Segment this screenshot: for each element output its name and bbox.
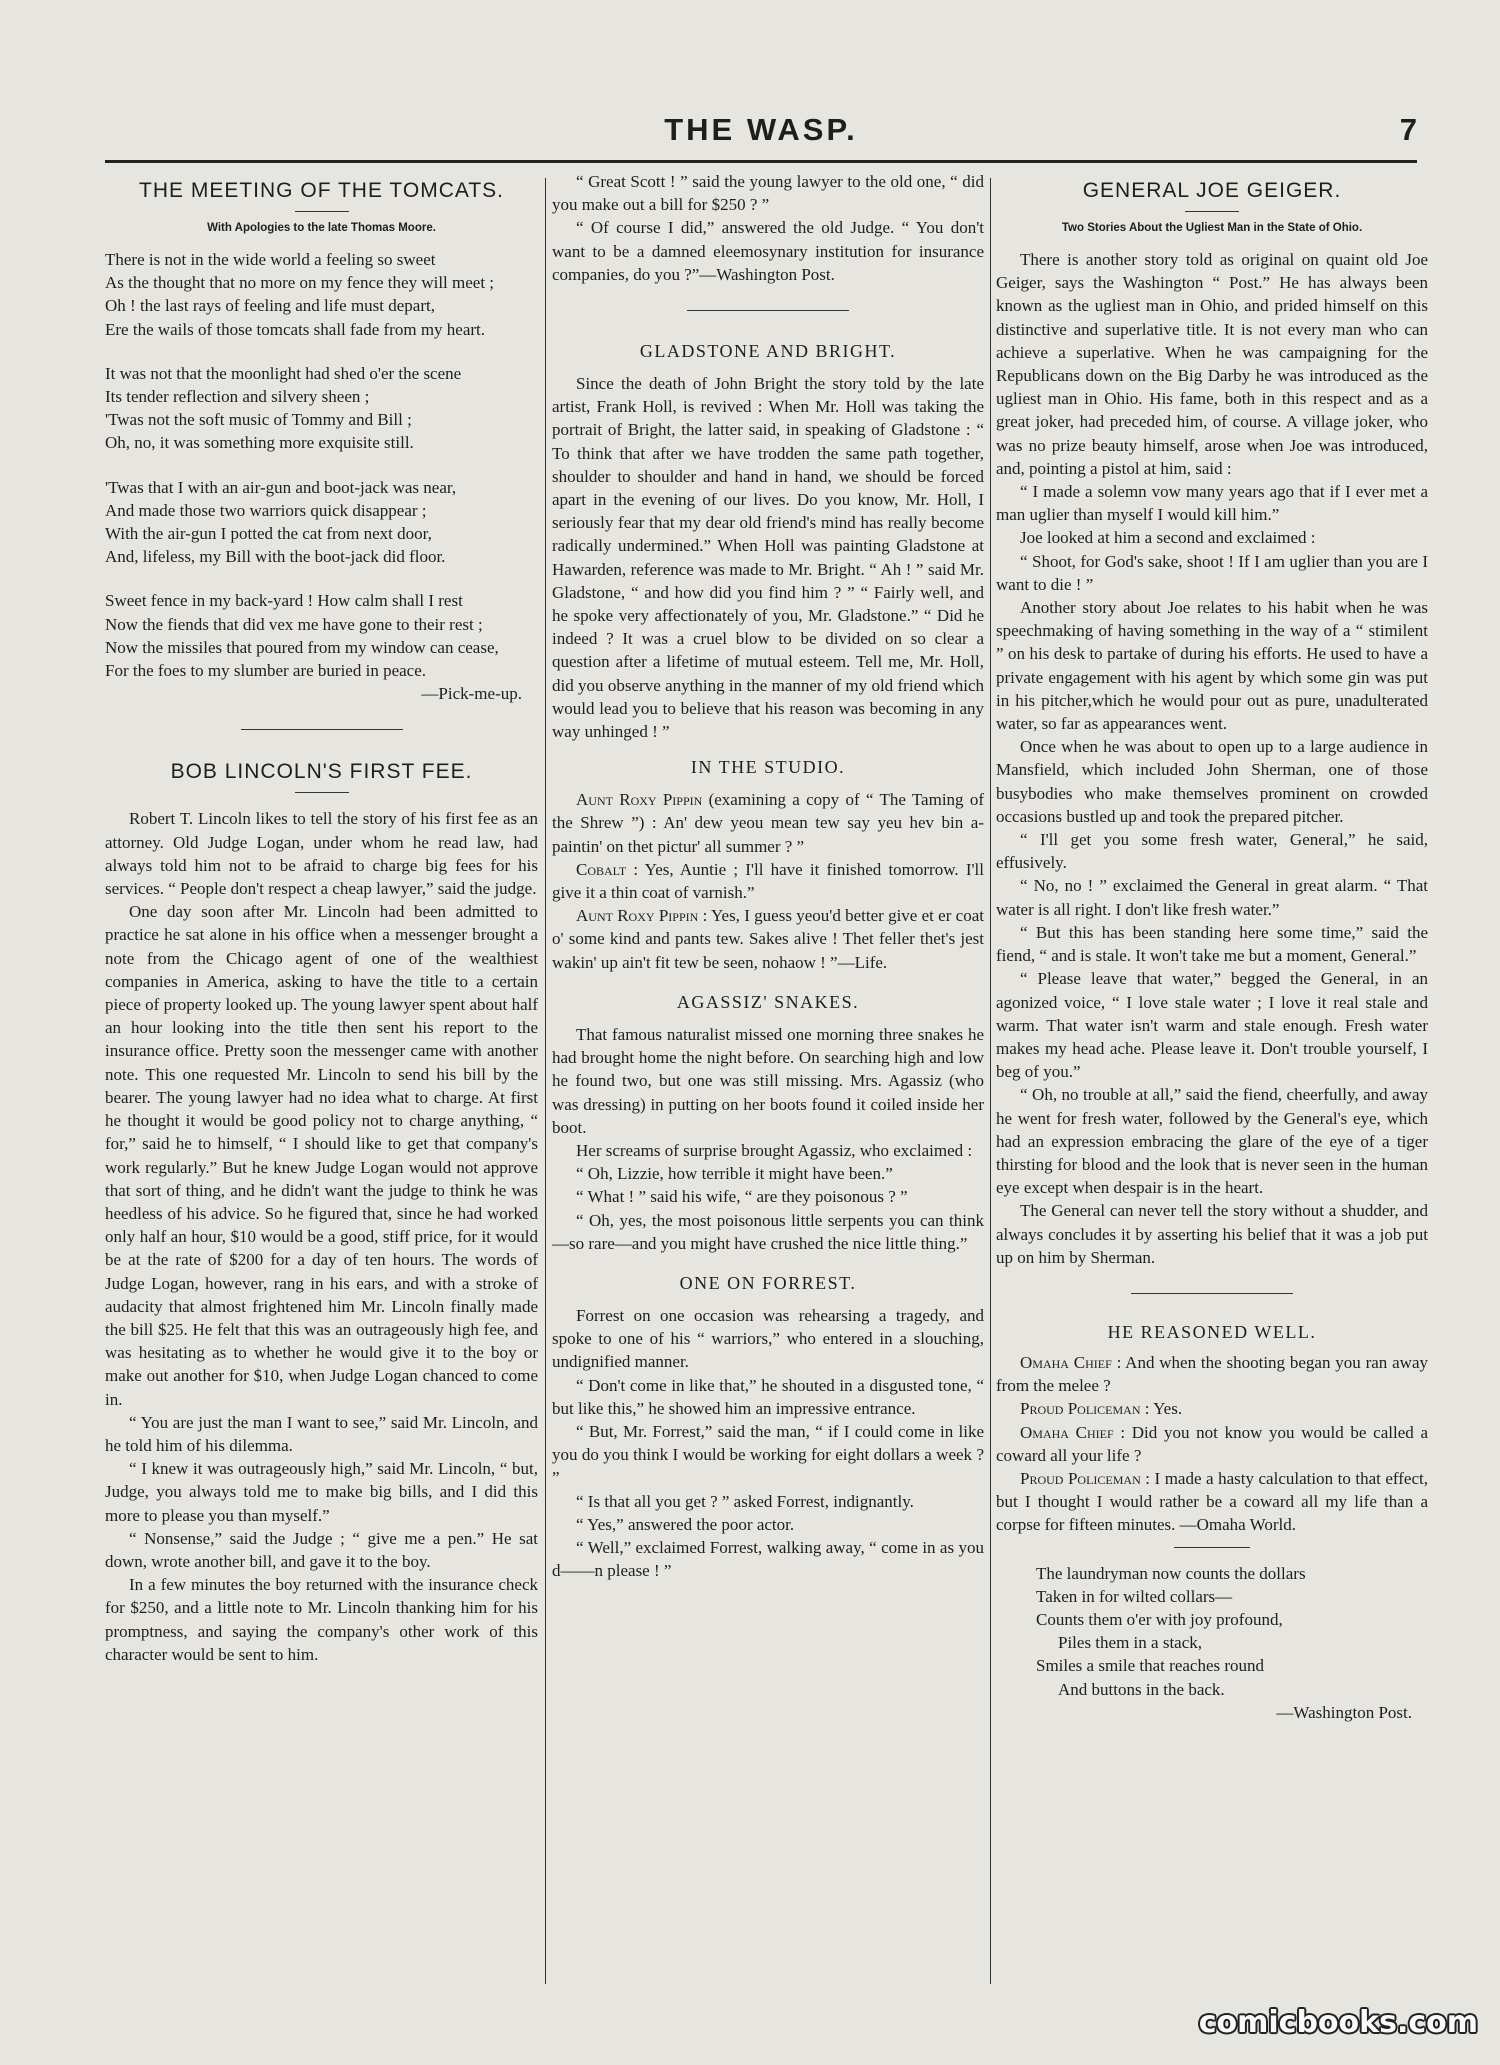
paragraph: Joe looked at him a second and exclaimed : <box>1020 528 1316 548</box>
poem-line: Its tender reflection and silvery sheen ; <box>105 387 370 407</box>
column-middle <box>552 170 984 1582</box>
article-title-forrest: ONE ON FORREST. <box>679 1272 857 1293</box>
paragraph: Her screams of surprise brought Agassiz, who exclaimed : <box>576 1140 973 1160</box>
dialogue-line: Aunt Roxy Pippin : Yes, I guess yeou'd better give et er coat o' some kind and pants tew. Sakes alive ! Thet feller thet's jest wakin' up ain't fit tew be seen, nohaow ! ”—Life. <box>552 906 984 972</box>
poem-laundryman <box>996 1562 1428 1701</box>
paragraph: “ But, Mr. Forrest,” said the man, “ if I could come in like you do you think I would be working for eight dollars a week ? ” <box>552 1421 984 1488</box>
speaker: Omaha Chief <box>1020 1352 1112 1372</box>
poem-line: Ere the wails of those tomcats shall fade from my heart. <box>105 319 486 339</box>
poem-line: Oh, no, it was something more exquisite still. <box>105 433 414 453</box>
article-subtitle-tomcats: With Apologies to the late Thomas Moore. <box>207 222 436 234</box>
page-number: 7 <box>1399 112 1417 147</box>
paragraph: The General can never tell the story without a shudder, and always concludes it by asserting his belief that it was a job put up on him by Sherman. <box>996 1201 1428 1267</box>
speaker: Proud Policeman <box>1020 1468 1141 1488</box>
column-left <box>105 170 538 1666</box>
poem-line: Piles them in a stack, <box>1058 1633 1203 1653</box>
poem-line: 'Twas not the soft music of Tommy and Bill ; <box>105 410 412 430</box>
dialogue-line: Proud Policeman : Yes. <box>1020 1399 1183 1419</box>
column-divider <box>545 178 546 1984</box>
column-right <box>996 170 1428 1724</box>
paragraph: “ You are just the man I want to see,” said Mr. Lincoln, and he told him of his dilemma. <box>105 1412 538 1455</box>
speaker: Aunt Roxy Pippin <box>576 906 699 926</box>
article-title-geiger: GENERAL JOE GEIGER. <box>1082 179 1342 202</box>
paragraph: “ Oh, no trouble at all,” said the fiend, cheerfully, and away he went for fresh water, followed by the General's eye, which had an expression embracing the glare of the eye of a tiger thirsting for blood and the look that is never seen in the human eye except when despair is in the heart. <box>996 1085 1428 1198</box>
article-title-reasoned: HE REASONED WELL. <box>1107 1321 1317 1342</box>
poem-line: Sweet fence in my back-yard ! How calm shall I rest <box>105 591 463 611</box>
poem-line: And made those two warriors quick disappear ; <box>105 500 427 520</box>
dialogue-line: Omaha Chief : Did you not know you would be called a coward all your life ? <box>996 1422 1428 1465</box>
column-divider <box>990 178 991 1984</box>
poem-line: Now the missiles that poured from my window can cease, <box>105 637 499 657</box>
paragraph: One day soon after Mr. Lincoln had been admitted to practice he sat alone in his office when a messenger brought a note from the Chicago agent of one of the wealthiest companies in America, asking to have the title to a certain piece of property looked up. The young lawyer spent about half an hour looking into the title then sent his report to the insurance office. Pretty soon the messenger came with another note. This one requested Mr. Lincoln to send his bill by the bearer. The young lawyer had no idea what to charge. At first he thought it would be good policy not to charge anything, “ for,” said he to himself, “ I should like to get that company's work regularly.” But he knew Judge Logan would not approve that sort of thing, and he didn't want the judge to think he was heedless of his advice. So he figured that, since he had worked only half an hour, $10 would be a good, stiff price, for it would be at the rate of $200 for a day of ten hours. The words of Judge Logan, however, rang in his ears, and with a stroke of audacity that almost frightened him Mr. Lincoln finally made the bill $25. He felt that this was an outrageously high fee, and was hesitating as to whether he would give it to the boy or make out another for $10, when Judge Logan chanced to come in. <box>105 902 538 1409</box>
paragraph: “ Well,” exclaimed Forrest, walking away, “ come in as you d——n please ! ” <box>552 1537 984 1581</box>
poem-line: With the air-gun I potted the cat from next door, <box>105 524 432 544</box>
paragraph: Another story about Joe relates to his habit when he was speechmaking of having something in the way of a “ stimilent ” on his desk to partake of during his efforts. He used to have a private engagement with his agent by which some gin was put in his pitcher,which he would pour out as pure, unadulterated water, so far as appearances went. <box>996 598 1428 734</box>
paragraph: “ Of course I did,” answered the old Judge. “ You don't want to be a damned eleemosynary institution for insurance companies, do you ?”—Washington Post. <box>552 218 984 284</box>
article-title-tomcats: THE MEETING OF THE TOMCATS. <box>139 179 504 202</box>
masthead <box>105 108 1417 160</box>
paragraph: “ Is that all you get ? ” asked Forrest, indignantly. <box>576 1491 914 1511</box>
paragraph: “ What ! ” said his wife, “ are they poisonous ? ” <box>576 1187 908 1207</box>
poem-line: There is not in the wide world a feeling so sweet <box>105 250 436 269</box>
speaker: Aunt Roxy Pippin <box>576 790 703 810</box>
poem-line: Now the fiends that did vex me have gone to their rest ; <box>105 614 483 634</box>
paragraph: There is another story told as original on quaint old Joe Geiger, says the Washington “ Post.” He has always been known as the ugliest man in Ohio, and prided himself on this distinctive and superlative title. It is not every man who can achieve a superlative. When he was campaigning for the Republicans down on the Big Darby he was introduced as the ugliest man in Ohio. His fame, both in this respect and as a great joker, had preceded him, of course. A village joker, who was no prize beauty himself, arose when Joe was introduced, and, pointing a pistol at him, said : <box>996 250 1428 478</box>
masthead-rule <box>105 160 1417 163</box>
article-title-agassiz: AGASSIZ' SNAKES. <box>676 991 860 1012</box>
paragraph: “ Oh, yes, the most poisonous little serpents you can think—so rare—and you might have crushed the nice little thing.” <box>552 1210 984 1253</box>
paragraph: “ No, no ! ” exclaimed the General in great alarm. “ That water is all right. I don't like fresh water.” <box>996 876 1428 919</box>
speaker: Cobalt <box>576 859 627 879</box>
poem-line: The laundryman now counts the dollars <box>1036 1563 1306 1583</box>
dialogue-line: Aunt Roxy Pippin (examining a copy of “ The Taming of the Shrew ”) : An' dew yeou mean tew say yeu hev bin a-paintin' on thet pictur' all summer ? ” <box>552 790 984 856</box>
poem-line: Counts them o'er with joy profound, <box>1036 1609 1283 1629</box>
article-title-lincoln: BOB LINCOLN'S FIRST FEE. <box>170 760 473 784</box>
paragraph: “ I knew it was outrageously high,” said Mr. Lincoln, “ but, Judge, you always told me to make big bills, and I did this more to please you than myself.” <box>105 1459 538 1525</box>
article-title-studio: IN THE STUDIO. <box>690 757 846 778</box>
paragraph: “ Shoot, for God's sake, shoot ! If I am uglier than you are I want to die ! ” <box>996 551 1428 594</box>
article-title-gladstone: GLADSTONE AND BRIGHT. <box>639 341 897 362</box>
paragraph: Once when he was about to open up to a large audience in Mansfield, which included John Sherman, one of those busybodies who make themselves prominent on crowded occasions bustled up and took the prepared pitcher. <box>996 737 1428 826</box>
poem-tomcats <box>105 248 538 682</box>
poem-line: Smiles a smile that reaches round <box>1036 1656 1265 1676</box>
masthead-title: THE WASP. <box>664 112 858 147</box>
paragraph: “ Oh, Lizzie, how terrible it might have been.” <box>576 1164 893 1184</box>
paragraph: “ I'll get you some fresh water, General,” he said, effusively. <box>996 830 1428 873</box>
poem-line: And, lifeless, my Bill with the boot-jack did floor. <box>105 547 446 567</box>
paragraph: Since the death of John Bright the story told by the late artist, Frank Holl, is revived : When Mr. Holl was taking the portrait of Bright, the latter said, in speaking of Gladstone : “ To think that after we have trodden the same path together, shoulder to shoulder and hand in hand, we should be forced apart in the evening of our lives. Do you know, Mr. Holl, I seriously fear that my dear old friend's mind has really become radically undermined.” When Holl was painting Gladstone at Hawarden, reference was made to Mr. Bright. “ Ah ! ” said Mr. Gladstone, “ and how did you find him ? ” “ Fairly well, and he spoke very affectionately of you, Mr. Gladstone.” “ Did he indeed ? It was a cruel blow to be divided on so clear a question after a lifetime of mutual esteem. Tell me, Mr. Holl, did you observe anything in the manner of my old friend which would lead you to believe that his reason was becoming in any way unhinged ! ” <box>552 374 984 742</box>
poem-line: 'Twas that I with an air-gun and boot-jack was near, <box>105 477 457 497</box>
poem-line: And buttons in the back. <box>1058 1679 1225 1699</box>
dialogue-line: Proud Policeman : I made a hasty calculation to that effect, but I thought I would rather be a coward all my life than a corpse for fifteen minutes. —Omaha World. <box>996 1468 1428 1535</box>
attribution: —Washington Post. <box>1276 1702 1412 1722</box>
paragraph: That famous naturalist missed one morning three snakes he had brought home the night before. On searching high and low he found two, but one was still missing. Mrs. Agassiz (who was dressing) in putting on her boots found it coiled inside her boot. <box>552 1024 984 1137</box>
paragraph: “ Yes,” answered the poor actor. <box>576 1514 795 1534</box>
poem-line: As the thought that no more on my fence they will meet ; <box>105 273 495 293</box>
paragraph: “ I made a solemn vow many years ago that if I ever met a man uglier than myself I would kill him.” <box>996 482 1428 525</box>
poem-line: For the foes to my slumber are buried in peace. <box>105 661 427 681</box>
paragraph: “ Please leave that water,” begged the General, in an agonized voice, “ I love stale water ; I love it real stale and warm. That water isn't warm and stale enough. Fresh water makes my head ache. Please leave it. Don't trouble yourself, I beg of you.” <box>996 969 1428 1082</box>
dialogue-line: Omaha Chief : And when the shooting began you ran away from the melee ? <box>996 1352 1428 1396</box>
speaker: Proud Policeman <box>1020 1399 1141 1419</box>
paragraph: “ But this has been standing here some time,” said the fiend, “ and is stale. It won't take me but a moment, General.” <box>996 922 1428 966</box>
poem-line: It was not that the moonlight had shed o'er the scene <box>105 363 462 383</box>
speaker: Omaha Chief <box>1020 1422 1114 1442</box>
dialogue-line: Cobalt : Yes, Auntie ; I'll have it finished tomorrow. I'll give it a thin coat of varnish.” <box>552 859 984 903</box>
article-subtitle-geiger: Two Stories About the Ugliest Man in the State of Ohio. <box>1061 222 1363 234</box>
paragraph: “ Nonsense,” said the Judge ; “ give me a pen.” He sat down, wrote another bill, and gave it to the boy. <box>105 1528 538 1571</box>
paragraph: “ Great Scott ! ” said the young lawyer to the old one, “ did you make out a bill for $250 ? ” <box>552 172 984 215</box>
poem-line: Taken in for wilted collars— <box>1036 1586 1233 1606</box>
watermark-logo: comicbooks.com <box>1198 2005 1478 2040</box>
paragraph: In a few minutes the boy returned with the insurance check for $250, and a little note to Mr. Lincoln thanking him for his promptness, and saying the company's other work of this character would be sent to him. <box>105 1575 538 1664</box>
attribution: —Pick-me-up. <box>421 684 522 704</box>
paragraph: Forrest on one occasion was rehearsing a tragedy, and spoke to one of his “ warriors,” who entered in a slouching, undignified manner. <box>552 1305 984 1372</box>
poem-line: Oh ! the last rays of feeling and life must depart, <box>105 296 435 316</box>
paragraph: “ Don't come in like that,” he shouted in a disgusted tone, “ but like this,” he showed him an impressive entrance. <box>552 1375 984 1418</box>
paragraph: Robert T. Lincoln likes to tell the story of his first fee as an attorney. Old Judge Logan, under whom he read law, had always told him not to be afraid to charge big fees for his services. “ People don't respect a cheap lawyer,” said the judge. <box>105 809 538 899</box>
